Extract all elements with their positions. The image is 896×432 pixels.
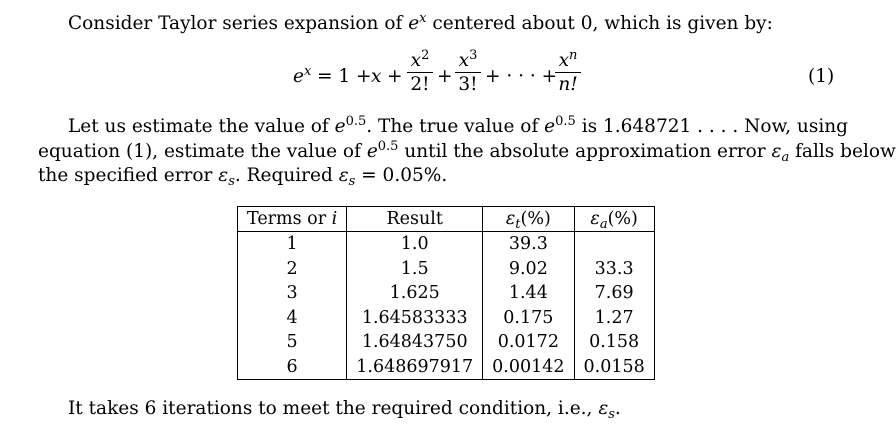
- header-eps-a: [574, 207, 654, 232]
- l2-exp: 0.5: [377, 139, 399, 154]
- conclusion-sub: s: [608, 407, 615, 422]
- equation-dots: + · · · +: [485, 66, 558, 87]
- intro-sentence: [68, 12, 773, 36]
- table-row: [238, 257, 655, 282]
- cell-eps-a: 33.3: [574, 257, 654, 282]
- fn-den: n!: [558, 74, 578, 95]
- l2-sub: a: [781, 150, 790, 165]
- l3-sub: s: [228, 174, 235, 189]
- iteration-table: [237, 206, 655, 380]
- header-eps-t: [483, 207, 574, 232]
- l1-e: e: [334, 116, 346, 137]
- cell-terms: 4: [238, 306, 347, 331]
- cell-result: 1.0: [347, 232, 483, 257]
- f2-x: x: [410, 50, 422, 71]
- header-terms-text: Terms or: [247, 209, 332, 229]
- table-row: [238, 330, 655, 355]
- cell-eps-t: 9.02: [483, 257, 574, 282]
- table-row: [238, 306, 655, 331]
- l2-e: e: [366, 141, 378, 162]
- conclusion-end: .: [614, 398, 621, 419]
- fraction-x2: [407, 50, 433, 97]
- cell-result: 1.5: [347, 257, 483, 282]
- intro-exp: x: [419, 11, 427, 26]
- l3-eps: ε: [218, 165, 229, 186]
- equation-plus-1: +: [387, 66, 403, 87]
- equation-plus-2: +: [437, 66, 453, 87]
- cell-result: 1.64583333: [347, 306, 483, 331]
- cell-eps-t: 1.44: [483, 281, 574, 306]
- l2-eps: ε: [771, 141, 782, 162]
- fn-x: x: [558, 50, 570, 71]
- cell-eps-a: 1.27: [574, 306, 654, 331]
- fraction-xn: [555, 50, 581, 97]
- header-result: Result: [347, 207, 483, 232]
- l1-e2: e: [544, 116, 556, 137]
- table-header-row: [238, 207, 655, 232]
- l3-text: the specified error: [38, 165, 219, 186]
- fraction-x3: [455, 50, 481, 97]
- l1-exp2: 0.5: [555, 114, 576, 129]
- l1-text: Let us estimate the value of: [68, 116, 335, 137]
- table-row: [238, 232, 655, 257]
- lhs-e: e: [293, 66, 304, 87]
- l2-text-c: falls below: [789, 141, 896, 162]
- equation-number: (1): [808, 66, 835, 87]
- eps-a-symbol: ε: [590, 209, 600, 229]
- equation-lhs: [293, 66, 311, 87]
- conclusion-sentence: [68, 397, 621, 421]
- fn-exp: n: [569, 48, 578, 63]
- cell-terms: 5: [238, 330, 347, 355]
- table-row: [238, 355, 655, 380]
- eps-a-sub: a: [599, 217, 608, 232]
- lhs-exp: x: [303, 64, 312, 79]
- f3-den: 3!: [458, 74, 478, 95]
- l3-sub2: s: [348, 174, 356, 189]
- l2-text: equation (1), estimate the value of: [38, 141, 367, 162]
- intro-text: Consider Taylor series expansion of: [68, 13, 409, 34]
- cell-terms: 2: [238, 257, 347, 282]
- f3-x: x: [458, 50, 470, 71]
- l3-text-c: = 0.05%.: [355, 165, 448, 186]
- l3-eps2: ε: [338, 165, 349, 186]
- cell-result: 1.648697917: [347, 355, 483, 380]
- cell-terms: 6: [238, 355, 347, 380]
- eps-t-sub: t: [515, 217, 521, 232]
- cell-eps-a: 0.0158: [574, 355, 654, 380]
- f2-exp: 2: [421, 48, 430, 63]
- l2-text-b: until the absolute approximation error: [398, 141, 772, 162]
- cell-eps-a: 0.158: [574, 330, 654, 355]
- cell-terms: 3: [238, 281, 347, 306]
- cell-eps-a: [574, 232, 654, 257]
- cell-eps-t: 0.0172: [483, 330, 574, 355]
- cell-eps-t: 39.3: [483, 232, 574, 257]
- equation-one: = 1 +: [317, 66, 372, 87]
- intro-e: e: [408, 13, 420, 34]
- header-terms: [238, 207, 347, 232]
- cell-result: 1.625: [347, 281, 483, 306]
- cell-result: 1.64843750: [347, 330, 483, 355]
- f3-exp: 3: [469, 48, 478, 63]
- cell-eps-t: 0.00142: [483, 355, 574, 380]
- equation-x: x: [371, 66, 382, 87]
- conclusion-eps: ε: [598, 398, 609, 419]
- cell-terms: 1: [238, 232, 347, 257]
- paragraph-line-1: [68, 115, 848, 139]
- f2-den: 2!: [410, 74, 430, 95]
- header-i: i: [331, 209, 338, 229]
- paragraph-line-3: [38, 164, 447, 188]
- paragraph-line-2: [38, 140, 896, 164]
- intro-text-end: centered about 0, which is given by:: [426, 13, 773, 34]
- eps-t-unit: (%): [520, 209, 551, 229]
- eps-t-symbol: ε: [505, 209, 516, 229]
- l3-text-b: . Required: [234, 165, 339, 186]
- cell-eps-t: 0.175: [483, 306, 574, 331]
- eps-a-unit: (%): [607, 209, 638, 229]
- table-row: [238, 281, 655, 306]
- l1-exp: 0.5: [345, 114, 367, 129]
- cell-eps-a: 7.69: [574, 281, 654, 306]
- conclusion-text: It takes 6 iterations to meet the required condition, i.e.,: [68, 398, 599, 419]
- l1-text-b: . The true value of: [366, 116, 545, 137]
- l1-text-c: is 1.648721 . . . . Now, using: [575, 116, 848, 137]
